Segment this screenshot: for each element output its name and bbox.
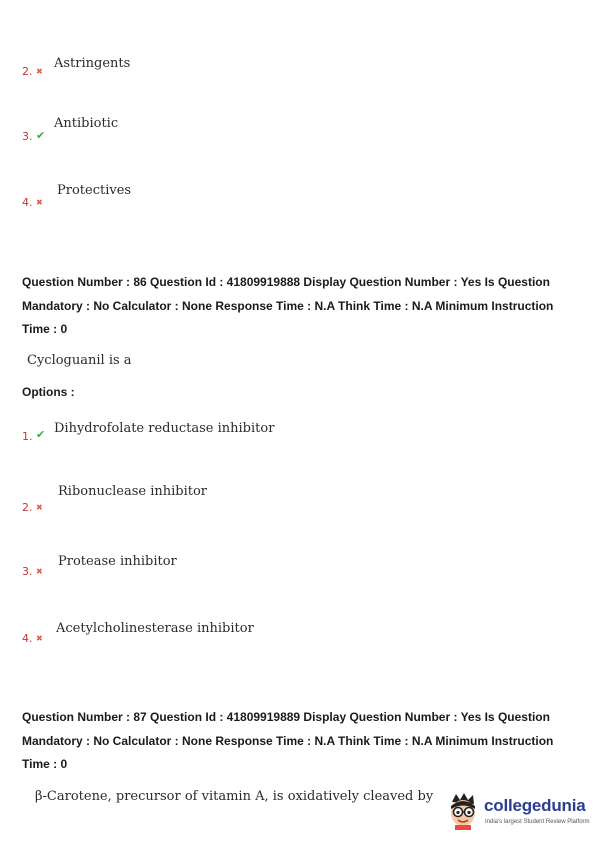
cross-icon: ✖ (36, 634, 43, 643)
option-text: Protectives (57, 183, 132, 198)
option-text: Astringents (54, 56, 131, 71)
options-label: Options : (22, 385, 75, 399)
question-stem: Cycloguanil is a (27, 353, 132, 368)
question-meta: Question Number : 86 Question Id : 41809919888 Display Question Number : Yes Is Question Mandatory : No Calculator : None Response Time : N.A Think Time : N.A Minimum Instruction Time : 0 (22, 275, 554, 336)
collegedunia-logo (446, 790, 591, 836)
question-meta: Question Number : 87 Question Id : 41809919889 Display Question Number : Yes Is Question Mandatory : No Calculator : None Response Time : N.A Think Time : N.A Minimum Instruction Time : 0 (22, 710, 554, 771)
cross-icon: ✖ (36, 567, 43, 576)
option-text: Ribonuclease inhibitor (58, 484, 208, 499)
option-number: 2. (22, 65, 33, 78)
cross-icon: ✖ (36, 503, 43, 512)
check-icon: ✔ (36, 129, 46, 142)
option-text: Dihydrofolate reductase inhibitor (54, 421, 275, 436)
option-number: 1. (22, 430, 33, 443)
check-icon: ✔ (36, 428, 46, 441)
logo-tagline: India's largest Student Review Platform (485, 819, 590, 825)
option-number: 3. (22, 565, 33, 578)
mascot-face-icon (446, 792, 480, 830)
question-stem: β-Carotene, precursor of vitamin A, is oxidatively cleaved by (35, 789, 434, 804)
option-text: Antibiotic (54, 116, 119, 131)
option-text: Acetylcholinesterase inhibitor (56, 621, 254, 636)
cross-icon: ✖ (36, 67, 43, 76)
option-number: 3. (22, 130, 33, 143)
option-number: 2. (22, 501, 33, 514)
option-number: 4. (22, 632, 33, 645)
option-number: 4. (22, 196, 33, 209)
logo-wordmark: collegedunia (484, 796, 586, 815)
option-text: Protease inhibitor (58, 554, 177, 569)
cross-icon: ✖ (36, 198, 43, 207)
